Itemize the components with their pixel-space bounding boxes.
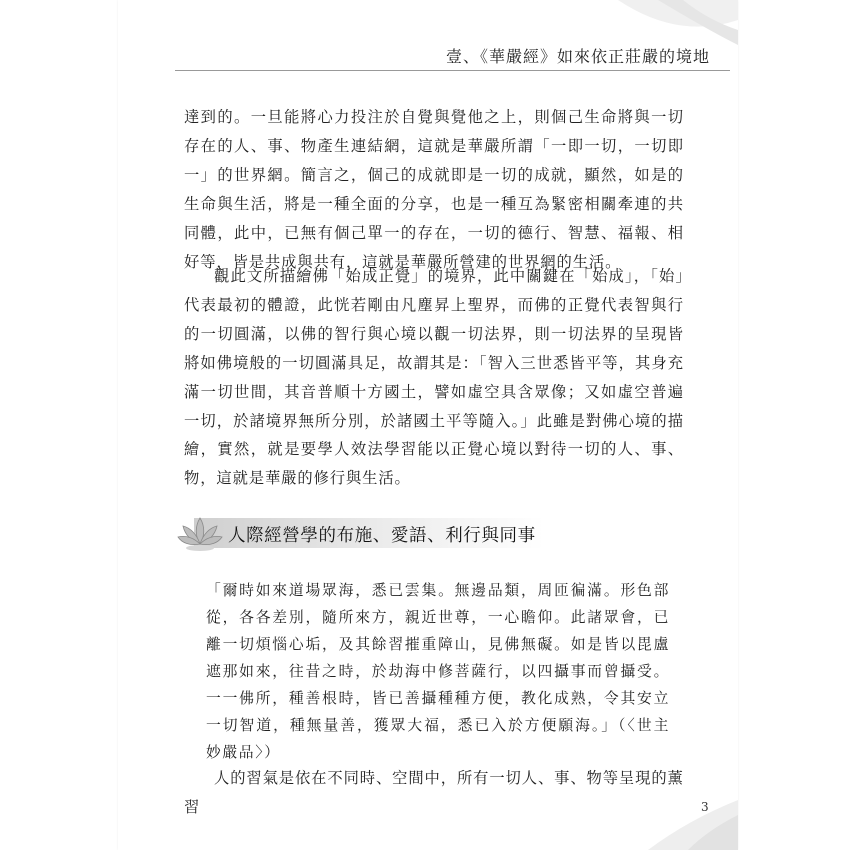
decorative-swoosh-bottom (608, 780, 738, 850)
lotus-icon (176, 512, 224, 556)
paragraph-3: 人的習氣是依在不同時、空間中，所有一切人、事、物等呈現的薰習 (184, 769, 684, 816)
running-header: 壹、《華嚴經》如來依正莊嚴的境地 (445, 47, 710, 66)
paragraph-1: 達到的。一旦能將心力投注於自覺與覺他之上，則個己生命將與一切存在的人、事、物產生連結網，這就是華嚴所謂「一即一切，一切即一」的世界網。簡言之，個己的成就即是一切的成就，顯然，如是的生命與生活，將是一種全面的分享，也是一種互為緊密相關牽連的共同體，此中，已無有個己單一的存在，一切的德行、智慧、福報、相好等，皆是共成與共有，這就是華嚴所營建的世界網的生活。 (184, 108, 684, 271)
header-rule (175, 70, 730, 71)
paragraph-2: 觀此文所描繪佛「始成正覺」的境界，此中關鍵在「始成」，「始」代表最初的體證，此恍若剛由凡塵昇上聖界，而佛的正覺代表智與行的一切圓滿，以佛的智行與心境以觀一切法界，則一切法界的呈現皆將如佛境般的一切圓滿具足，故謂其是：「智入三世悉皆平等，其身充滿一切世間，其音普順十方國土，譬如虛空具含眾像；又如虛空普遍一切，於諸境界無所分別，於諸國土平等隨入。」此雖是對佛心境的描繪，實然，就是要學人效法學習能以正覺心境以對待一切的人、事、物，這就是華嚴的修行與生活。 (184, 267, 684, 488)
section-heading-title: 人際經營學的布施、愛語、利行與同事 (228, 526, 536, 546)
page-number: 3 (701, 800, 709, 814)
sutra-quote: 「爾時如來道場眾海，悉已雲集。無邊品類，周匝徧滿。形色部從，各各差別，隨所來方，親近世尊，一心瞻仰。此諸眾會，已離一切煩惱心垢，及其餘習摧重障山，見佛無礙。如是皆以毘盧遮那如來，往昔之時，於劫海中修菩薩行，以四攝事而曾攝受。一一佛所，種善根時，皆已善攝種種方便，教化成熟，令其安立一切智道，種無量善，獲眾大福，悉已入於方便願海。」（〈世主妙嚴品〉） (206, 582, 670, 761)
section-heading (176, 512, 556, 552)
